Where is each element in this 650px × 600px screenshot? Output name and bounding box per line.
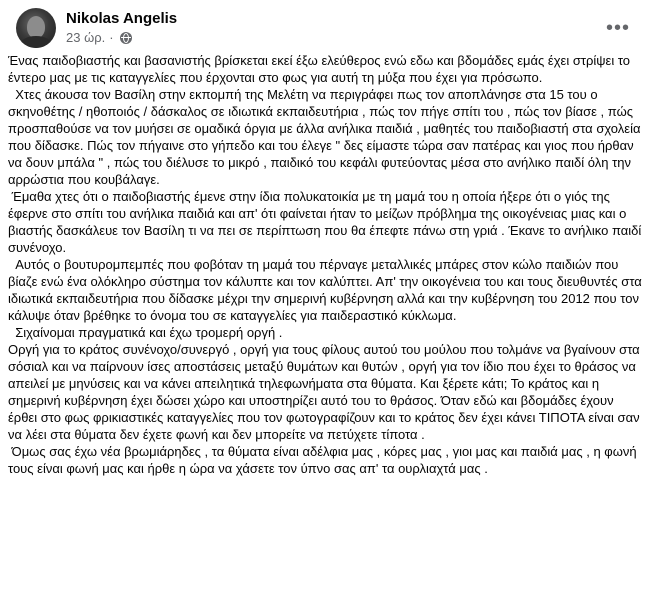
post-paragraph-4: Αυτός ο βουτυρομπεμπές που φοβόταν τη μαμά του πέρναγε μεταλλικές μπάρες στον κώλο παιδιών που βίαζε ενώ ένα ολόκληρο σύστημα τον κάλυπτε και τον καλύπτει. Απ' την οικογένεια του και τους διευθυντές στα ιδιωτικά εκπαιδευτήρια που δίδασκε μέχρι την σημερινή κυβέρνηση αλλά και την κυβέρνηση του 2012 που τον κάλυψε όταν βρέθηκε το όνομα του σε καταγγελίες για παιδεραστικό κύκλωμα. (8, 257, 646, 323)
author-name[interactable]: Nikolas Angelis (66, 10, 178, 27)
post-paragraph-5: Σιχαίνομαι πραγματικά και έχω τρομερή οργή . (8, 325, 283, 340)
post-paragraph-2: Χτες άκουσα τον Βασίλη στην εκπομπή της Μελέτη να περιγράφει πως τον αποπλάνησε στα 15 του ο σκηνοθέτης / ηθοποιός / δάσκαλος σε ιδιωτικά εκπαιδευτήρια , πώς τον πήγε σπίτι του , πώς τον βίασε , πώς προσπαθούσε να τον μυήσει σε ομαδικά όργια με άλλα ανήλικα παιδιά , μαθητές του παιδοβιαστή στα σχολεία που δίδασκε. Πώς τον πήγαινε στο γήπεδο και του έλεγε " δες είμαστε τώρα σαν πατέρας και γιος που ήρθαν να δουν μπάλα " , πώς του διέλυσε το μικρό , παιδικό του κεφάλι φυτεύοντας μέσα στο ανήλικο παιδί όλη την αρρώστια που κουβάλαγε. (8, 87, 645, 187)
ellipsis-icon[interactable]: ••• (605, 16, 630, 39)
post-paragraph-7: Όμως σας έχω νέα βρωμιάρηδες , τα θύματα είναι αδέλφια μας , κόρες μας , γιοι μας και παιδιά μας , η φωνή τους είναι φωνή μας και ήρθε η ώρα να χάσετε τον ύπνο σας απ' τα ουρλιαχτά μας . (8, 444, 641, 476)
avatar[interactable] (16, 8, 56, 48)
post-time[interactable]: 23 ώρ. (66, 30, 106, 45)
avatar-face (27, 16, 45, 38)
post-body (8, 52, 646, 477)
post-header (16, 8, 634, 48)
globe-icon (120, 32, 132, 44)
avatar-shoulders (20, 36, 52, 48)
post-paragraph-6: Οργή για το κράτος συνένοχο/συνεργό , οργή για τους φίλους αυτού του μούλου που τολμάνε να βγαίνουν στα σόσιαλ και να παίρνουν ίσες αποστάσεις μεταξύ θυμάτων και θυτών , οργή για τον ίδιο που έχει το θράσος να απειλεί με μηνύσεις και να κάνει απειλητικά τηλεφωνήματα στα θύματα. Και ξέρετε κάτι; Το κράτος και η σημερινή κυβέρνηση έχει δώσει χώρο και υποστηρίζει αυτό του το θράσος. Όταν εδώ και βδομάδες έχουν έρθει στο φως φρικιαστικές καταγγελίες που τον φωτογραφίζουν και το κράτος δεν έχει κάνει ΤΙΠΟΤΑ είναι σαν να λέει στα θύματα δεν έχετε φωνή και δεν μπορείτε να πετύχετε τίποτα . (8, 342, 644, 442)
post-paragraph-1: Ένας παιδοβιαστής και βασανιστής βρίσκεται εκεί έξω ελεύθερος ενώ εδω και βδομάδες εμάς έχει στρίψει το έντερο μας με τις καταγγελίες που έρχονται στο φως για αυτή τη μύξα που έχει για πρόσωπο. (8, 53, 634, 85)
post-paragraph-3: Έμαθα χτες ότι ο παιδοβιαστής έμενε στην ίδια πολυκατοικία με τη μαμά του η οποία ήξερε ότι ο γιός της έφερνε στο σπίτι του ανήλικα παιδιά και απ' ότι φαίνεται ήταν το μείζων πρόβλημα της οικογένειας μιας και ο βιαστής δασκάλευε τον Βασίλη τι να πει σε περίπτωση που θα έπεφτε πάνω στη γριά . Έκανε το ανήλικο παιδί συνένοχο. (8, 189, 645, 255)
post-meta: 23 ώρ. · (66, 30, 132, 45)
